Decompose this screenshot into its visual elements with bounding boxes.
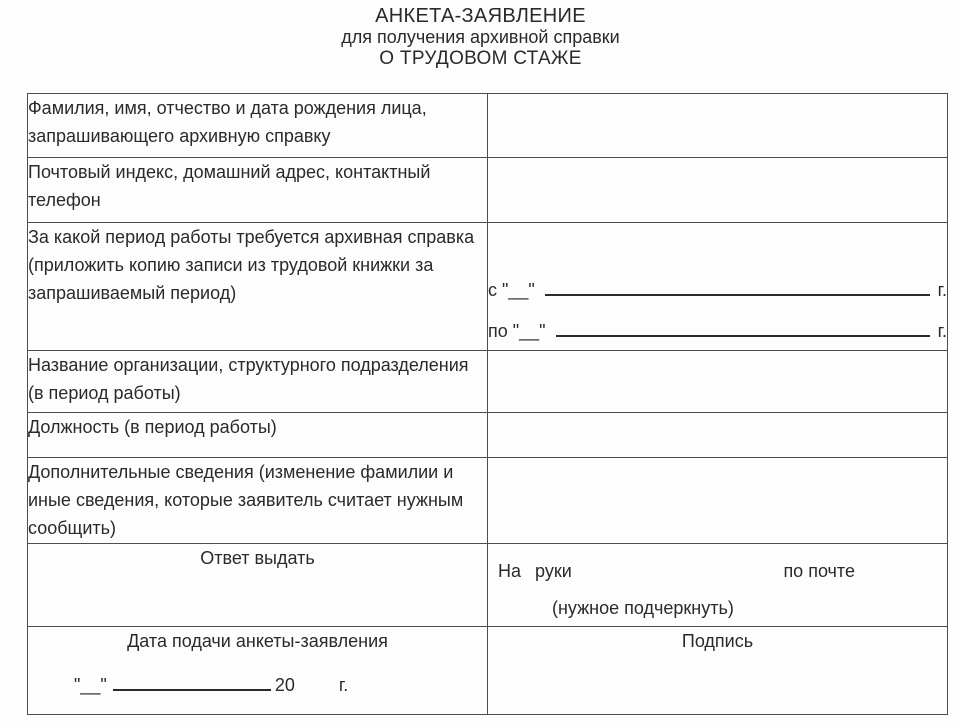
delivery-option-by-mail: по почте: [783, 561, 855, 581]
value-cell-answer-delivery: [488, 544, 948, 627]
delivery-options-line: [488, 544, 947, 585]
date-month-blank-line: [113, 675, 271, 691]
form-title-line-1: АНКЕТА-ЗАЯВЛЕНИЕ: [375, 5, 586, 27]
form-title-line-2: для получения архивной справки: [341, 27, 620, 47]
row-date-signature: [28, 627, 948, 715]
period-from-prefix: с "__": [488, 280, 535, 300]
label-organization: Название организации, структурного подразделения (в период работы): [28, 351, 488, 413]
row-organization: [28, 351, 948, 413]
submission-date-cell: [28, 627, 488, 715]
form-title-block: [0, 5, 961, 69]
underline-note: (нужное подчеркнуть): [552, 598, 734, 618]
value-cell-work-period: [488, 223, 948, 351]
date-day-blank: "__": [74, 675, 107, 695]
label-additional-info: Дополнительные сведения (изменение фамилии и иные сведения, которые заявитель считает нужным сообщить): [28, 458, 488, 544]
period-to-blank-line: [556, 321, 930, 337]
period-to-suffix: г.: [937, 321, 947, 341]
value-cell-address: [488, 158, 948, 223]
delivery-option-in-person: На руки: [498, 561, 572, 581]
label-submission-date: Дата подачи анкеты-заявления: [127, 631, 388, 651]
signature-cell: [488, 627, 948, 715]
application-form-table: [27, 93, 948, 715]
row-additional-info: [28, 458, 948, 544]
submission-date-line: [74, 671, 487, 699]
row-answer-delivery: [28, 544, 948, 627]
row-applicant-name: [28, 94, 948, 158]
label-answer-delivery: Ответ выдать: [28, 544, 488, 627]
value-cell-applicant-name: [488, 94, 948, 158]
value-cell-additional-info: [488, 458, 948, 544]
row-position: [28, 413, 948, 458]
period-from-blank-line: [545, 280, 930, 296]
row-address: [28, 158, 948, 223]
label-applicant-name: Фамилия, имя, отчество и дата рождения лица, запрашивающего архивную справку: [28, 94, 488, 158]
label-work-period: За какой период работы требуется архивная справка (приложить копию записи из трудовой книжки за запрашиваемый период): [28, 223, 488, 351]
date-year-suffix: г.: [338, 675, 349, 695]
period-to-prefix: по "__": [488, 321, 546, 341]
form-title-line-3: О ТРУДОВОМ СТАЖЕ: [379, 48, 582, 69]
label-signature: Подпись: [681, 631, 754, 651]
period-from-line: [488, 276, 947, 304]
period-from-suffix: г.: [937, 280, 947, 300]
date-century: 20: [274, 675, 295, 695]
period-to-line: [488, 317, 947, 345]
value-cell-organization: [488, 351, 948, 413]
label-position: Должность (в период работы): [28, 413, 488, 458]
label-address: Почтовый индекс, домашний адрес, контактный телефон: [28, 158, 488, 223]
value-cell-position: [488, 413, 948, 458]
row-work-period: [28, 223, 948, 351]
